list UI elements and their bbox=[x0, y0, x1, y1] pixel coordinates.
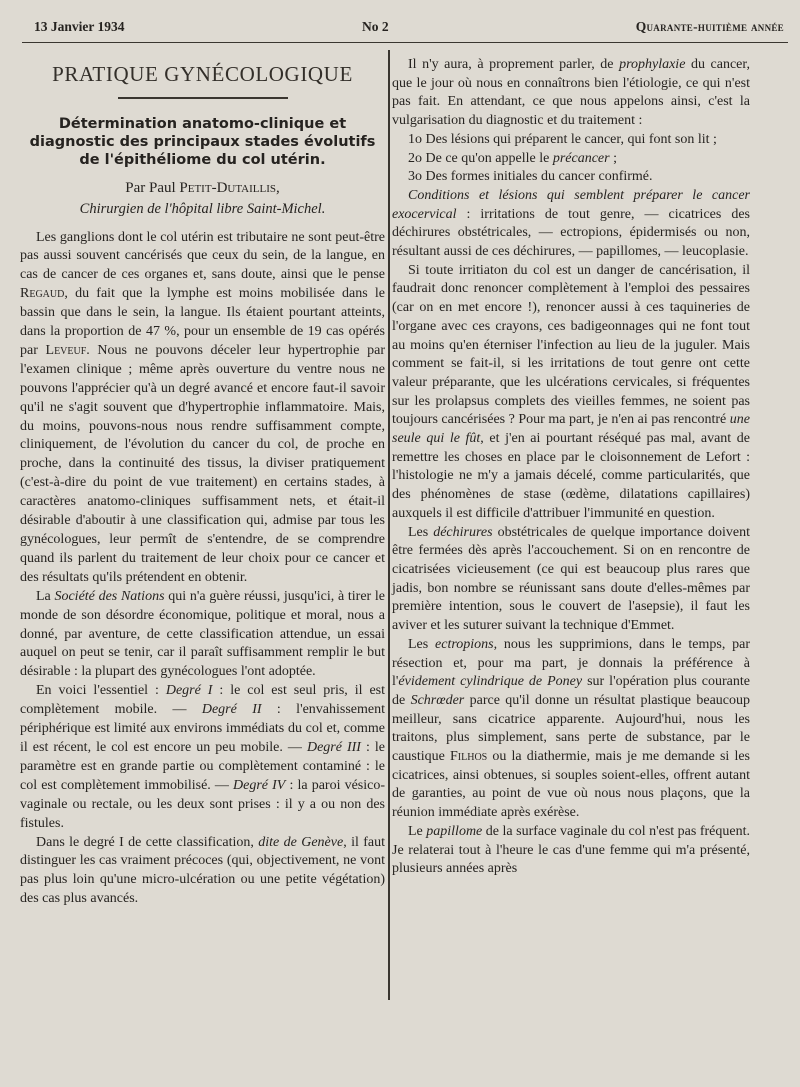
list-item: 1o Des lésions qui préparent le cancer, qui font son lit ; bbox=[408, 131, 717, 147]
header-year: Quarante-huitième année bbox=[635, 19, 784, 34]
byline bbox=[20, 179, 385, 198]
header-issue-number: No 2 bbox=[362, 19, 389, 34]
title-rule bbox=[118, 97, 288, 99]
paragraph: Si toute irritiaton du col est un danger de cancérisation, il faudrait donc renoncer complètement à l'emploi des pessaires (car on en met encore !), renoncer aussi à ces taquineries de l'organe avec ces crayons, ces badigeonnages qui ne font tout au moins qu'en éterniser l'infection au lieu de la juguler. Mais comment se fait-il, si les irritations de tout genre ont cette valeur préparante, que les ulcérations cervicales, si fréquentes sur les prolapsus complets des vieilles femmes, ne soient pas toujours cancérisées ? Pour ma part, je n'en ai pas rencontré une seule qui le fût, et j'en ai pourtant réséqué pas mal, avant de remettre les choses en place par le cloisonnement de Lefort : l'histologie ne m'y a jamais décelé, comme particularités, que des phénomènes de stase (œdème, dilatations capillaires) auxquels il est difficile d'attribuer l'immunité en question. bbox=[392, 262, 750, 521]
right-column bbox=[392, 56, 750, 879]
author-affiliation: Chirurgien de l'hôpital libre Saint-Michel. bbox=[79, 200, 326, 217]
paragraph: Dans le degré I de cette classification, dite de Genève, il faut distinguer les cas vraiment précoces (qui, objectivement, ne vont pas plus loin qu'une micro-ulcération ou une petite végétation) des cas plus avancés. bbox=[20, 834, 386, 907]
paragraph: Le papillome de la surface vaginale du col n'est pas fréquent. Je relaterai tout à l'heure le cas d'une femme qui m'a présenté, plusieurs années après bbox=[392, 823, 750, 877]
paragraph: Les déchirures obstétricales de quelque importance doivent être fermées dès après l'accouchement. Si on en rencontre de cicatrisées vicieusement (ce qui est beaucoup plus rares que jadis, bon nombre se réunissant sans doute d'elles-mêmes par première intention, sous le couvert de l'asepsie), il faut les aviver et les suturer suivant la technique d'Emmet. bbox=[392, 524, 750, 634]
header-date: 13 Janvier 1934 bbox=[34, 19, 125, 34]
column-divider bbox=[388, 50, 390, 1000]
paragraph: Les ectropions, nous les supprimions, dans le temps, par résection et, pour ma part, je donnais la préférence à l'évidement cylindrique de Poney sur l'opération plus courante de Schrœder parce qu'il donne un résultat plastique beaucoup meilleur, sans cicatrice apparente. Aujourd'hui, nous les traitons, plus simplement, sans perte de substance, par le caustique Filhos ou la diathermie, mais je me demande si les cicatrices, ainsi obtenues, si souples soient-elles, offrent autant de garanties, au point de vue où nous nous plaçons, que la réunion immédiate après exérèse. bbox=[392, 636, 750, 821]
paragraph: La Société des Nations qui n'a guère réussi, jusqu'ici, à tirer le monde de son désordre économique, politique et moral, nous a donné, par aventure, de cette classification attendue, un essai auquel on peut se tenir, car il paraît suffisamment remplir le but désirable : la plupart des gynécologues l'ont adoptée. bbox=[20, 588, 385, 680]
left-column bbox=[20, 56, 385, 909]
paragraph: En voici l'essentiel : Degré I : le col est seul pris, il est complètement mobile. — Degré II : l'envahissement périphérique est limité aux environs immédiats du col et, comme il est récent, le col est encore un peu mobile. — Degré III : le paramètre est en grande partie ou complètement contaminé : le col est complètement immobilisé. — Degré IV : la paroi vésico-vaginale ou rectale, ou les deux sont prises : il y a ou non des fistules. bbox=[20, 683, 386, 831]
byline-prefix: Par Paul bbox=[125, 179, 176, 196]
author-name: Petit-Dutaillis, bbox=[179, 179, 280, 196]
paragraph: Il n'y aura, à proprement parler, de prophylaxie du cancer, que le jour où nous en connaîtrons bien l'étiologie, ce qui n'est pas fait. En attendant, ce que nous appelons ainsi, c'est la vulgarisation du diagnostic et du traitement : bbox=[392, 57, 750, 129]
page-header bbox=[22, 16, 788, 43]
list-item: 3o Des formes initiales du cancer confirmé. bbox=[408, 169, 653, 185]
paragraph: Les ganglions dont le col utérin est tributaire ne sont peut-être pas aussi souvent cancérisés que ceux du sein, de la langue, en cas de cancer de ces organes et, sans doute, ainsi que le pense Regaud, du fait que la lymphe est moins mobilisée dans le bassin que dans le sein, la langue. Ils étaient pourtant atteints, dans la proportion de 47 %, pour un ensemble de 19 cas opérés par Leveuf. Nous ne pouvons déceler leur hypertrophie par l'examen clinique ; même après ouverture du ventre nous ne pouvons l'apprécier qu'à un degré avancé et encore faut-il savoir qu'il ne s'agit souvent que d'hypertrophie inflammatoire. Mais, du moins, pouvons-nous nous rendre suffisamment compte, cliniquement, de l'évolution du cancer du col, de proche en proche, dans la continuité des tissus, la diviser pratiquement (c'est-à-dire du point de vue traitement) en certains stades, à caractères anatomo-cliniques suffisamment nets, et était-il désirable d'aboutir à une classification qui, admise par tous les gynécologues, leur permît de s'entendre, de se comprendre quand ils parlent du traitement de leur choix pour ce cancer et des résultats qu'ils prétendent en obtenir. bbox=[20, 229, 385, 585]
paragraph: Conditions et lésions qui semblent préparer le cancer exocervical : irritations de tout genre, — cicatrices des déchirures obstétricales, — ectropions, épidermisés ou non, résultant aussi de ces déchirures, — papillomes, — leucoplasie. bbox=[392, 187, 750, 260]
section-title: PRATIQUE GYNÉCOLOGIQUE bbox=[52, 62, 353, 86]
list-item: 2o De ce qu'on appelle le précancer ; bbox=[408, 150, 617, 166]
article-title: Détermination anatomo-clinique et diagnostic des principaux stades évolutifs de l'épithéliome du col utérin. bbox=[29, 115, 376, 168]
